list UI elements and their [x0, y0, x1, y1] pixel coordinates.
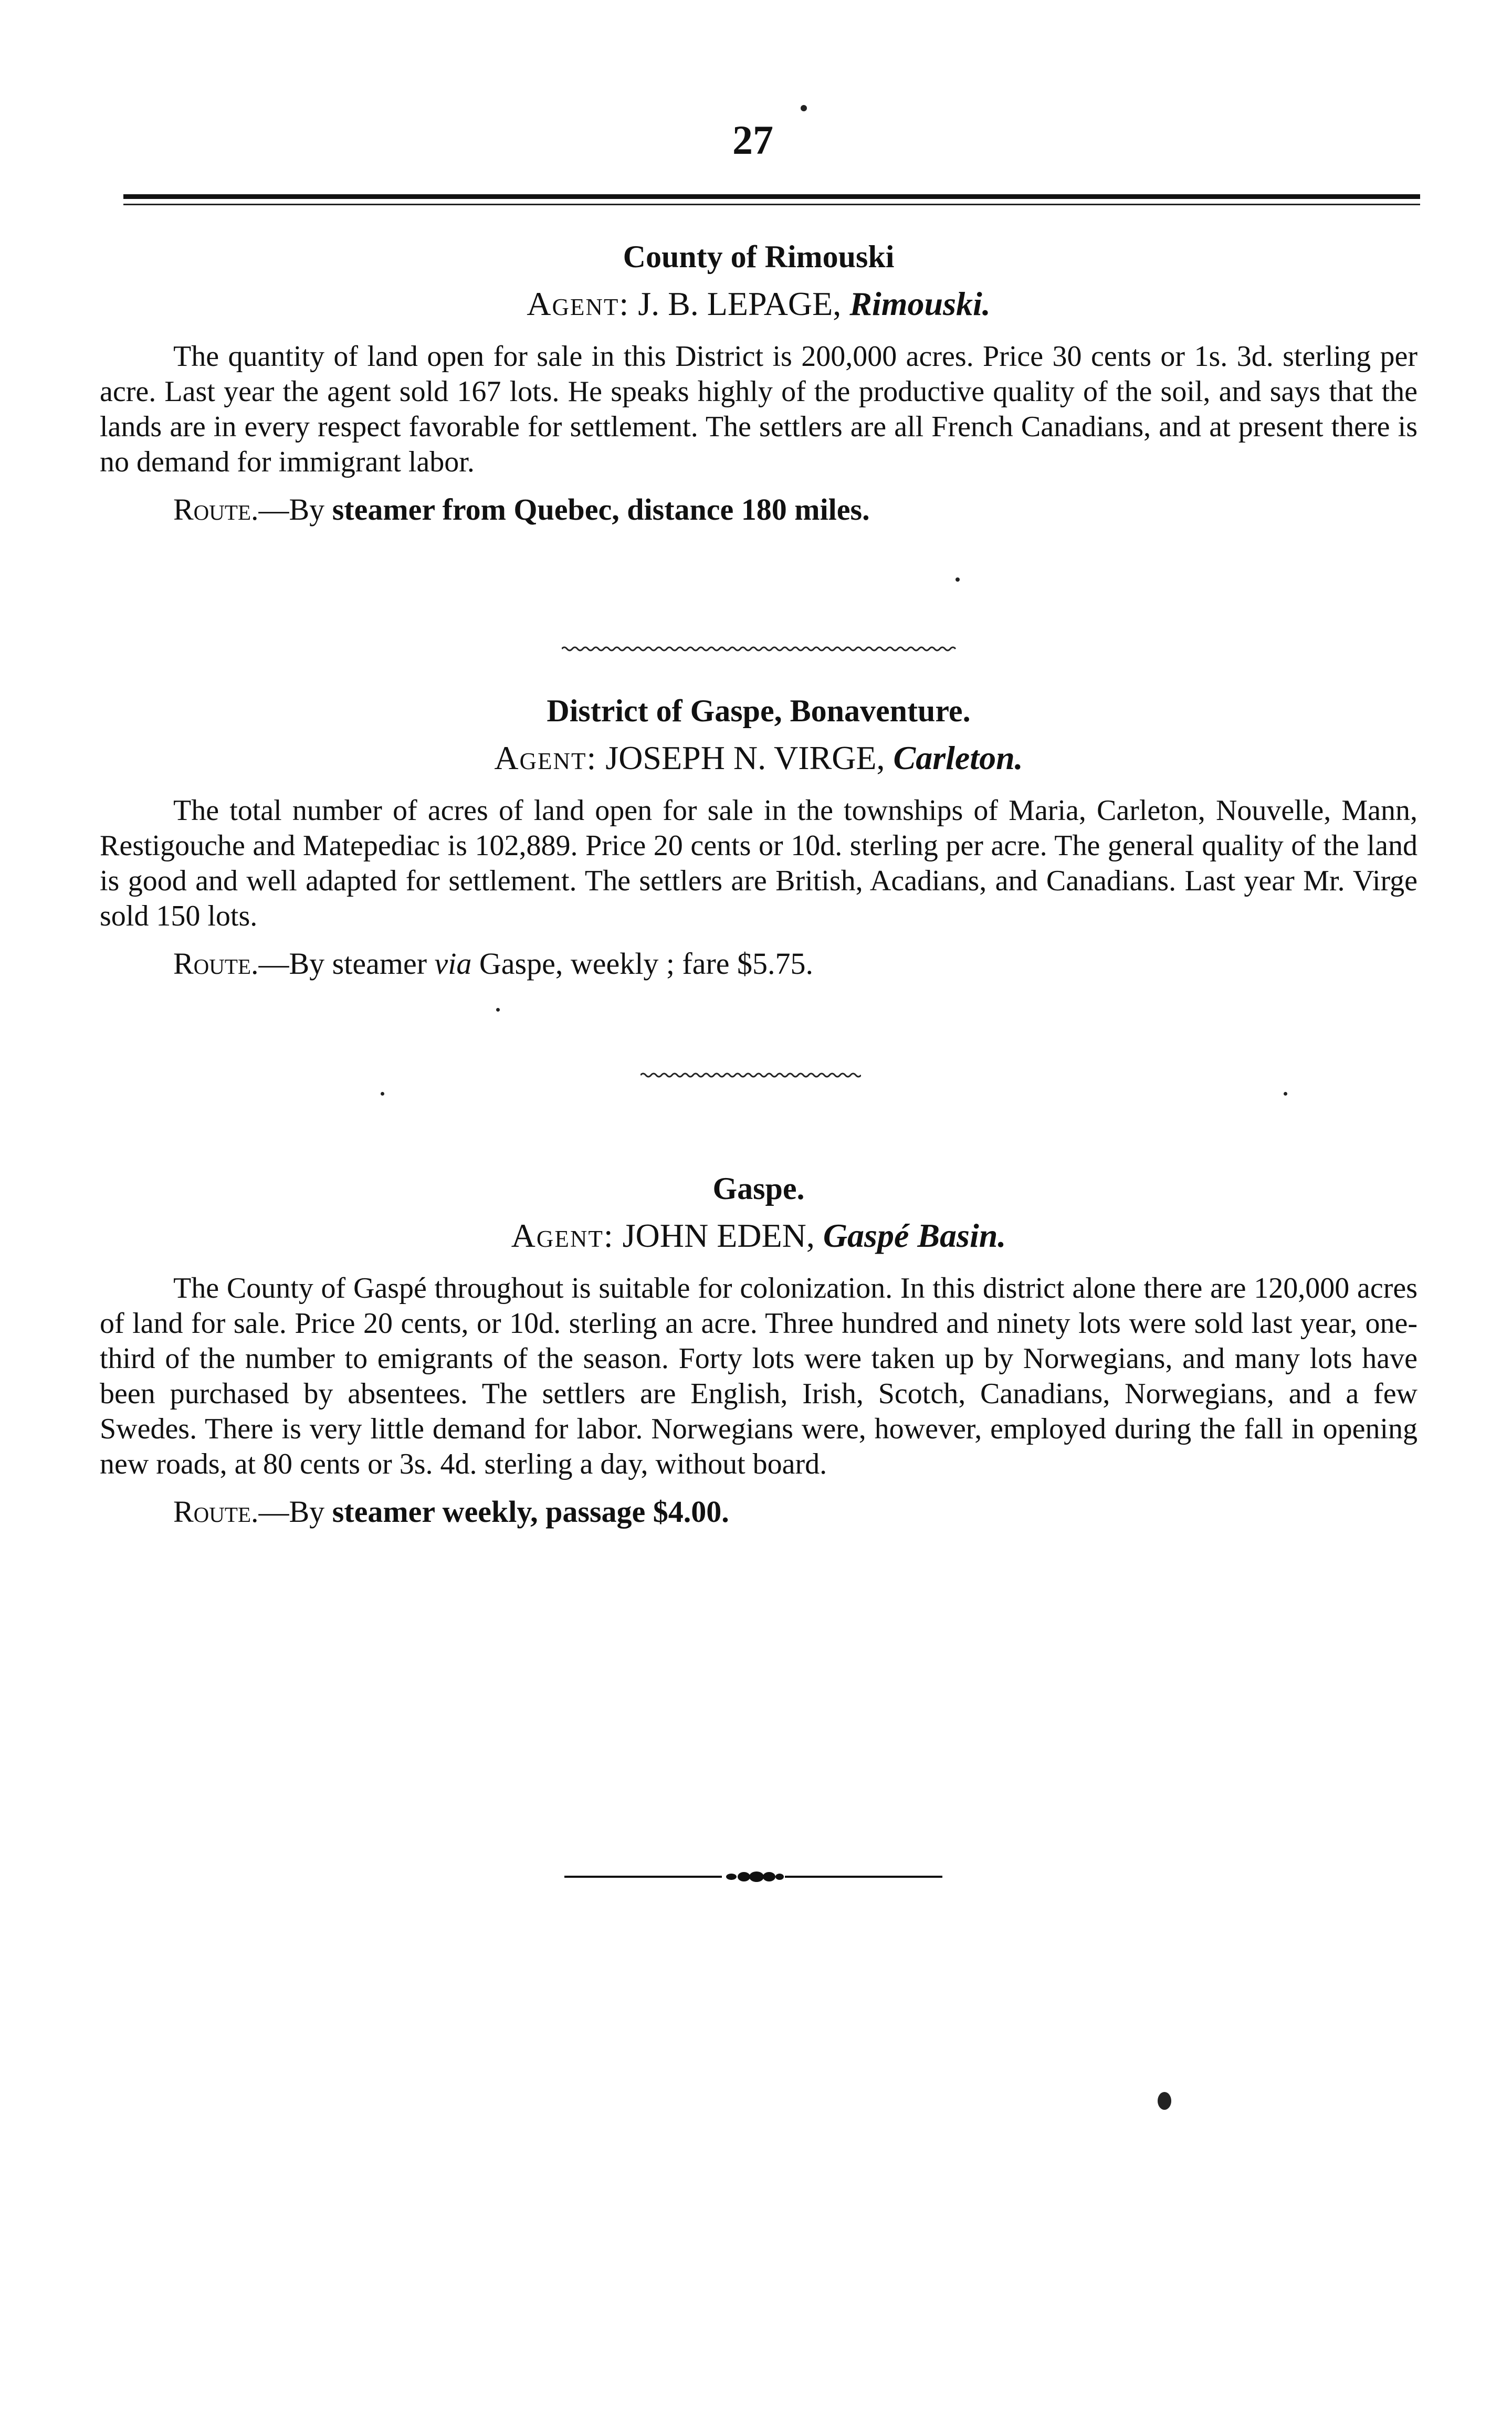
route-line: [100, 945, 1418, 982]
route-line: [100, 1494, 1418, 1530]
agent-place: Carleton.: [893, 739, 1023, 776]
route-label: Route.: [173, 1495, 259, 1529]
scan-speck: [1158, 2092, 1171, 2110]
agent-line: [100, 285, 1418, 323]
scan-speck: [956, 577, 960, 582]
scan-speck: [1284, 1092, 1287, 1096]
agent-place: Gaspé Basin.: [823, 1217, 1006, 1254]
scan-speck: [801, 105, 807, 111]
header-rule: [123, 194, 1420, 199]
section-body: The quantity of land open for sale in this District is 200,000 acres. Price 30 cents or 1s. 3d. sterling per acre. Last year the agent sold 167 lots. He speaks highly of the productive quality of the soil, and says that the lands are in every respect favorable for settlement. The settlers are all French Canadians, and at present there is no demand for immigrant labor.: [100, 340, 1418, 478]
section-rimouski: [100, 239, 1418, 528]
section-body: The County of Gaspé throughout is suitable for colonization. In this district alone there are 120,000 acres of land for sale. Price 20 cents, or 10d. sterling an acre. Three hundred and ninety lots were sold last year, one-third of the number to emigrants of the season. Forty lots were taken up by Norwegians, and many lots have been purchased by absentees. The settlers are English, Irish, Scotch, Canadians, Norwegians, and a few Swedes. There is very little demand for labor. Norwegians were, however, employed during the fall in opening new roads, at 80 cents or 3s. 4d. sterling a day, without board.: [100, 1272, 1418, 1480]
section-gaspe: [100, 1171, 1418, 1530]
scan-speck: [381, 1092, 384, 1096]
section-title: County of Rimouski: [623, 239, 895, 274]
section-title: District of Gaspe, Bonaventure.: [547, 693, 971, 728]
ornament-rule: [564, 1869, 942, 1885]
agent-label: Agent:: [494, 739, 597, 776]
wavy-divider: [640, 1071, 861, 1079]
agent-name: JOSEPH N. VIRGE,: [605, 739, 885, 776]
agent-line: [100, 1216, 1418, 1255]
agent-line: [100, 739, 1418, 777]
page-number: 27: [732, 117, 773, 163]
route-prefix: —By: [258, 1495, 325, 1529]
agent-label: Agent:: [527, 285, 630, 322]
route-label: Route.: [173, 947, 259, 981]
scan-speck: [496, 1008, 500, 1012]
agent-place: Rimouski.: [849, 285, 991, 322]
agent-name: JOHN EDEN,: [622, 1217, 815, 1254]
route-text: steamer from Quebec, distance 180 miles.: [332, 492, 870, 527]
header-rule-thin: [123, 204, 1420, 205]
agent-label: Agent:: [511, 1217, 614, 1254]
section-body: The total number of acres of land open for sale in the townships of Maria, Carleton, Nouvelle, Mann, Restigouche and Matepediac is 102,889. Price 20 cents or 10d. sterling per acre. The general quality of the land is good and well adapted for settlement. The settlers are British, Acadians, and Canadians. Last year Mr. Virge sold 150 lots.: [100, 794, 1418, 932]
route-line: [100, 491, 1418, 528]
section-gaspe-bonaventure: [100, 693, 1418, 982]
route-prefix: —By steamer: [258, 947, 427, 981]
route-prefix: —By: [258, 492, 325, 527]
route-via: via: [434, 947, 472, 981]
route-text: steamer weekly, passage $4.00.: [332, 1495, 729, 1529]
section-title: Gaspe.: [712, 1171, 805, 1206]
route-text: Gaspe, weekly ; fare $5.75.: [479, 947, 814, 981]
agent-name: J. B. LEPAGE,: [638, 285, 842, 322]
route-label: Route.: [173, 492, 259, 527]
wavy-divider: [562, 645, 961, 653]
